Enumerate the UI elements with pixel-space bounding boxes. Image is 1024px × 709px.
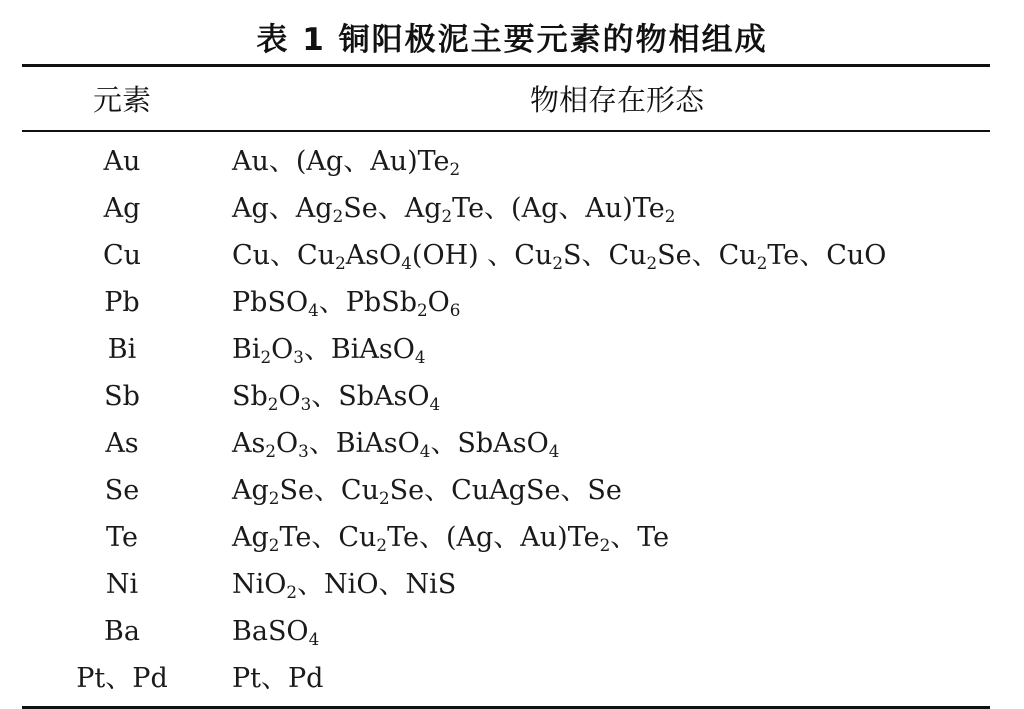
table-row: [0, 561, 1024, 608]
table-row: [0, 185, 1024, 232]
table-row: [0, 655, 1024, 702]
phase-cell: Pt、Pd: [232, 663, 324, 694]
table-row: [0, 608, 1024, 655]
table-row: [0, 326, 1024, 373]
table-row: [0, 373, 1024, 420]
header-cell-phase: 物相存在形态: [529, 83, 704, 117]
element-cell: As: [105, 428, 139, 459]
table-row: [0, 232, 1024, 279]
table-caption: 表 1 铜阳极泥主要元素的物相组成: [256, 22, 768, 58]
element-cell: Te: [106, 522, 138, 553]
phase-cell: NiO$_2$、NiO、NiS: [232, 569, 457, 603]
element-cell: Pb: [104, 287, 140, 318]
table-row: [0, 514, 1024, 561]
phase-cell: Au、(Ag、$Au)Te_2$: [232, 146, 461, 180]
element-cell: Pt、Pd: [76, 663, 168, 694]
phase-cell: Ag、$Ag_2Se$、$Ag_2Te$、(Ag、$Au)Te_2$: [232, 193, 676, 227]
phase-cell: PbSO$_4$、$PbSb_2O_6$: [232, 287, 461, 321]
phase-cell: $Bi_2O_3$、BiAsO$_4$: [232, 334, 426, 368]
element-cell: Ag: [103, 193, 141, 224]
table-row: [0, 467, 1024, 514]
phase-cell: $Ag_2Te$、$Cu_2Te$、(Ag、$Au)Te_2$、Te: [232, 522, 670, 556]
phase-cell: $As_2O_3$、BiAsO$_4$、SbAsO$_4$: [232, 428, 560, 462]
phase-cell: Cu、$Cu_2AsO_4(OH)$ 、$Cu_2S$、$Cu_2Se$、$Cu_2Te$、CuO: [232, 240, 887, 274]
header-cell-element: 元素: [92, 83, 151, 117]
table-row: [0, 279, 1024, 326]
element-cell: Ba: [104, 616, 140, 647]
element-cell: Au: [103, 146, 141, 177]
header-rule: [22, 130, 990, 132]
element-cell: Cu: [102, 240, 142, 271]
element-cell: Bi: [107, 334, 137, 365]
table-row: [0, 420, 1024, 467]
phase-cell: BaSO$_4$: [232, 616, 320, 650]
top-rule: [22, 64, 990, 67]
table-row: [0, 138, 1024, 185]
element-cell: Ni: [105, 569, 139, 600]
element-cell: Se: [104, 475, 140, 506]
phase-cell: $Sb_2O_3$、SbAsO$_4$: [232, 381, 441, 415]
bottom-rule: [22, 706, 990, 709]
element-cell: Sb: [104, 381, 140, 412]
phase-cell: $Ag_2Se$、$Cu_2Se$、CuAgSe、Se: [232, 475, 622, 509]
